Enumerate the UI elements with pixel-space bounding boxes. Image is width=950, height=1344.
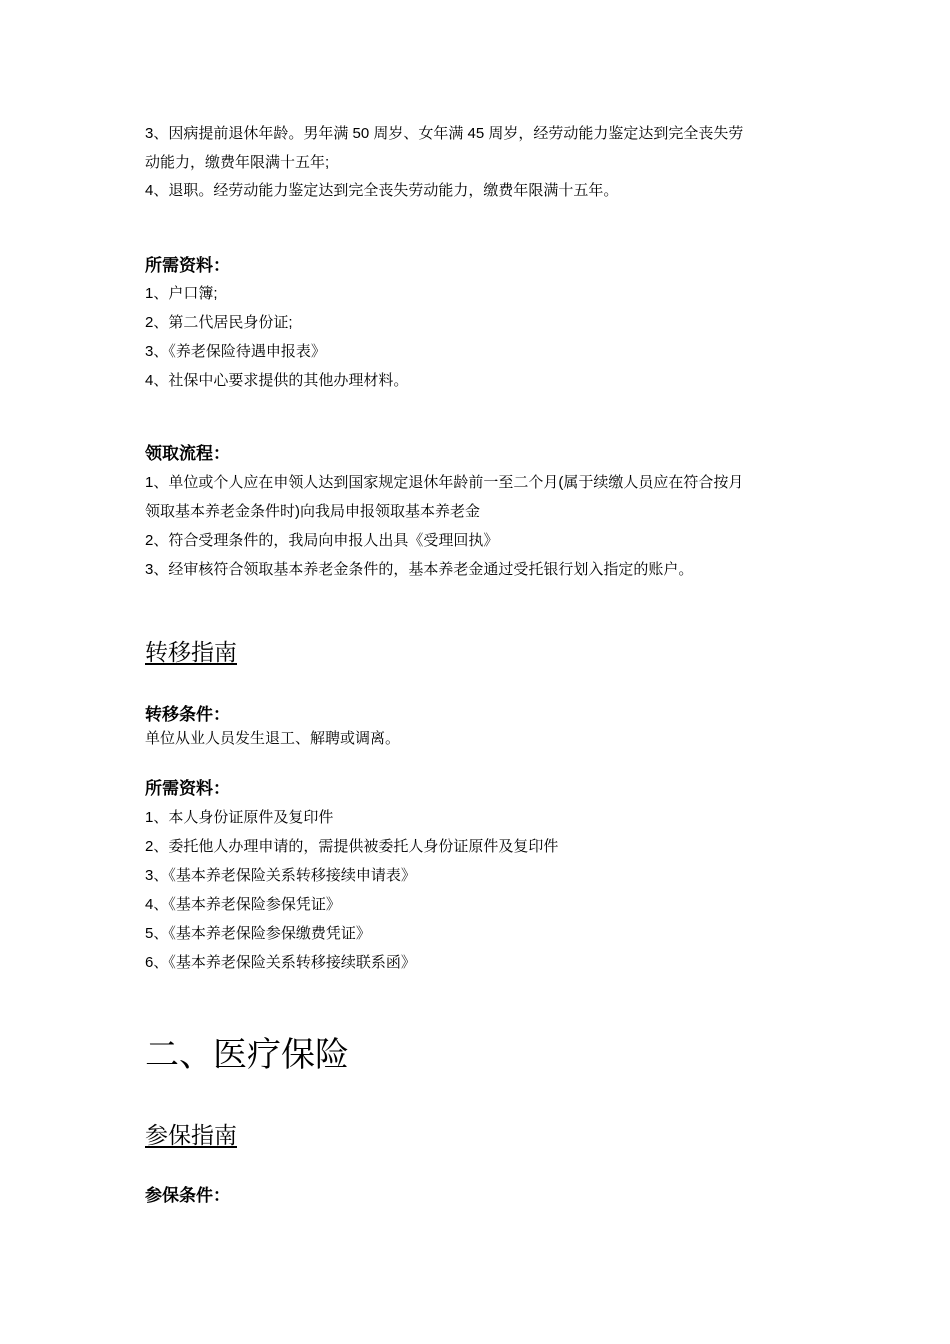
materials-item: 4、社保中心要求提供的其他办理材料。 xyxy=(145,372,409,389)
condition-line-4: 4、退职。经劳动能力鉴定达到完全丧失劳动能力，缴费年限满十五年。 xyxy=(145,182,619,199)
transfer-material-item: 2、委托他人办理申请的，需提供被委托人身份证原件及复印件 xyxy=(145,838,559,855)
process-item: 3、经审核符合领取基本养老金条件的，基本养老金通过受托银行划入指定的账户。 xyxy=(145,561,694,578)
materials-item: 3、《养老保险待遇申报表》 xyxy=(145,343,326,360)
medical-guide-title: 参保指南 xyxy=(145,1122,237,1148)
medical-insurance-heading: 二、医疗保险 xyxy=(145,1035,349,1075)
condition-line-3-cont: 动能力，缴费年限满十五年; xyxy=(145,154,330,171)
process-item: 2、符合受理条件的，我局向申报人出具《受理回执》 xyxy=(145,532,499,549)
process-item: 1、单位或个人应在申领人达到国家规定退休年龄前一至二个月(属于续缴人员应在符合按月 xyxy=(145,474,744,491)
transfer-condition-text: 单位从业人员发生退工、解聘或调离。 xyxy=(145,730,401,747)
transfer-guide-title: 转移指南 xyxy=(145,639,237,665)
transfer-material-item: 1、本人身份证原件及复印件 xyxy=(145,809,334,826)
transfer-material-item: 3、《基本养老保险关系转移接续申请表》 xyxy=(145,867,416,884)
process-item: 领取基本养老金条件时)向我局申报领取基本养老金 xyxy=(145,503,480,520)
materials-label: 所需资料： xyxy=(145,256,230,275)
condition-line-3: 3、因病提前退休年龄。男年满 50 周岁、女年满 45 周岁，经劳动能力鉴定达到完全丧失劳 xyxy=(145,125,744,142)
process-label: 领取流程： xyxy=(145,444,230,463)
materials-item: 1、户口簿; xyxy=(145,285,218,302)
medical-condition-label: 参保条件： xyxy=(145,1186,230,1205)
transfer-materials-label: 所需资料： xyxy=(145,779,230,798)
transfer-material-item: 5、《基本养老保险参保缴费凭证》 xyxy=(145,925,371,942)
transfer-material-item: 4、《基本养老保险参保凭证》 xyxy=(145,896,341,913)
materials-item: 2、第二代居民身份证; xyxy=(145,314,293,331)
transfer-material-item: 6、《基本养老保险关系转移接续联系函》 xyxy=(145,954,416,971)
transfer-condition-label: 转移条件： xyxy=(145,705,230,724)
